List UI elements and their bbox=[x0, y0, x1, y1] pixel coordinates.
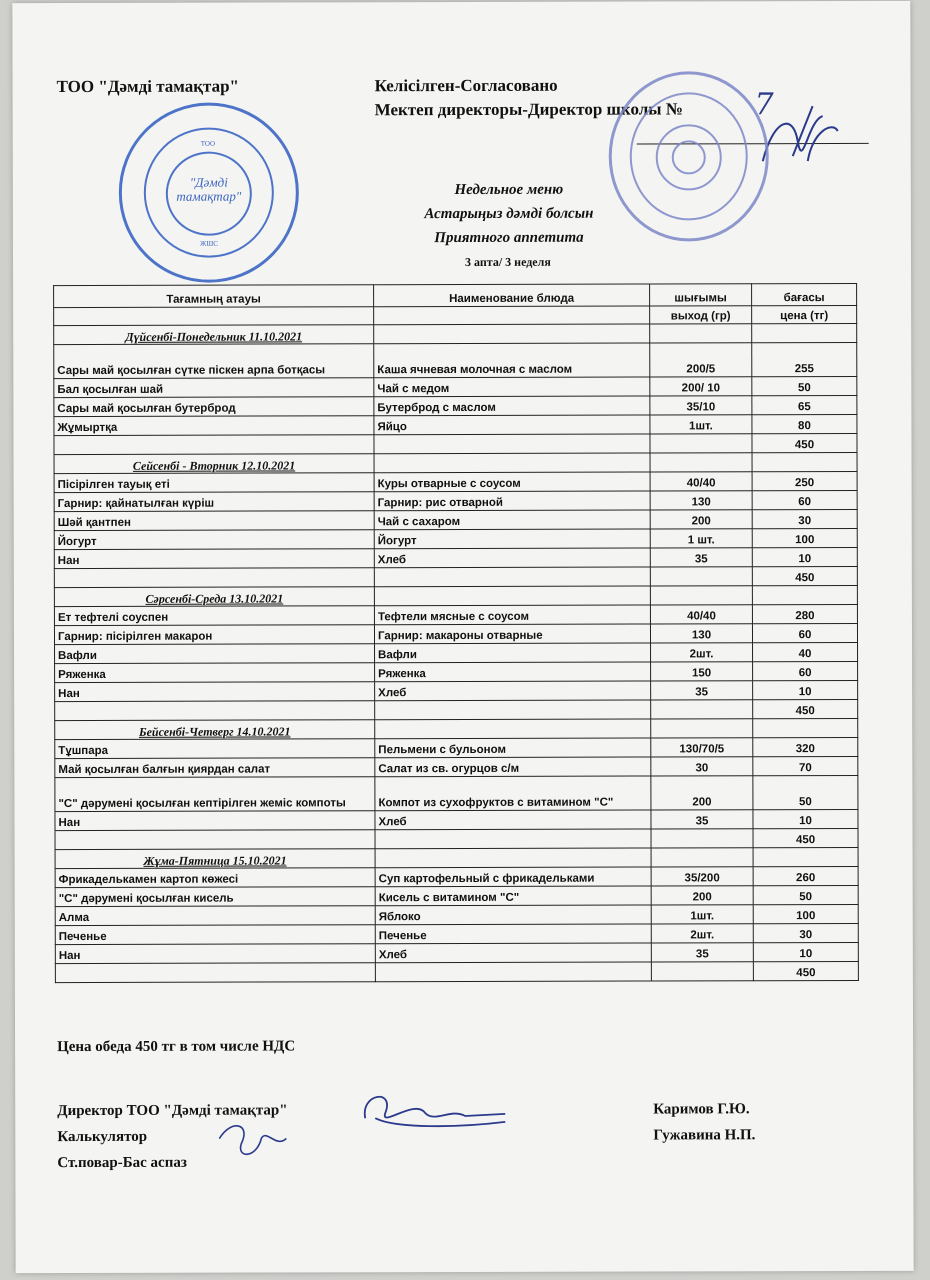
table-row bbox=[54, 528, 857, 549]
dish-price: 100 bbox=[753, 904, 858, 923]
dish-name-ru: Суп картофельный с фрикадельками bbox=[375, 867, 651, 887]
school-number: 7 bbox=[754, 87, 774, 123]
table-row bbox=[54, 547, 857, 568]
day-total-row bbox=[55, 828, 858, 849]
table-row bbox=[54, 471, 857, 492]
table-row bbox=[55, 942, 858, 963]
day-empty bbox=[752, 323, 857, 342]
dish-price: 10 bbox=[753, 680, 858, 699]
day-total-row bbox=[55, 961, 858, 982]
day-total: 450 bbox=[753, 828, 858, 847]
day-total-row bbox=[54, 433, 857, 454]
dish-name-kz: "С" дәрумені қосылған кисель bbox=[55, 887, 375, 907]
dish-name-kz: "С" дәрумені қосылған кептірілген жеміс компоты bbox=[55, 777, 375, 812]
menu-title: Недельное меню bbox=[454, 181, 564, 199]
dish-name-ru: Хлеб bbox=[374, 548, 650, 568]
dish-output: 130 bbox=[650, 491, 752, 510]
dish-output: 200 bbox=[651, 886, 753, 905]
total-empty bbox=[651, 962, 753, 981]
day-empty bbox=[752, 452, 857, 471]
menu-table bbox=[53, 283, 859, 983]
dish-output: 200 bbox=[651, 776, 753, 810]
col-subheader-out: выход (гр) bbox=[650, 306, 752, 324]
total-empty bbox=[650, 434, 752, 453]
dish-name-ru: Гарнир: макароны отварные bbox=[374, 624, 650, 644]
dish-output: 35 bbox=[651, 810, 753, 829]
dish-name-kz: Тұшпара bbox=[55, 739, 375, 759]
dish-output: 1шт. bbox=[651, 905, 753, 924]
day-empty bbox=[374, 586, 650, 606]
table-row bbox=[54, 604, 857, 625]
col-subheader-empty bbox=[54, 307, 374, 326]
dish-name-ru: Компот из сухофруктов с витамином "С" bbox=[375, 776, 651, 811]
school-stamp bbox=[609, 71, 769, 241]
dish-name-ru: Чай с сахаром bbox=[374, 510, 650, 530]
table-row bbox=[55, 661, 858, 682]
ru-wish: Приятного аппетита bbox=[434, 229, 584, 247]
col-header-out: шығымы bbox=[650, 284, 752, 306]
dish-price: 10 bbox=[753, 942, 858, 961]
dish-output: 150 bbox=[651, 662, 753, 681]
col-subheader-price: цена (тг) bbox=[752, 305, 857, 323]
day-empty bbox=[753, 718, 858, 737]
dish-output: 200 bbox=[650, 510, 752, 529]
dish-name-ru: Салат из св. огурцов с/м bbox=[375, 757, 651, 777]
dish-output: 2шт. bbox=[651, 643, 753, 662]
dish-output: 35 bbox=[651, 681, 753, 700]
director-name: Каримов Г.Ю. bbox=[653, 1101, 750, 1118]
day-total: 450 bbox=[752, 566, 857, 585]
dish-name-ru: Яйцо bbox=[374, 415, 650, 435]
dish-price: 50 bbox=[753, 885, 858, 904]
dish-output: 130 bbox=[650, 624, 752, 643]
dish-output: 35 bbox=[651, 943, 753, 962]
dish-price: 250 bbox=[752, 471, 857, 490]
day-empty bbox=[753, 847, 858, 866]
dish-price: 255 bbox=[752, 342, 857, 376]
day-empty bbox=[375, 848, 651, 868]
table-row bbox=[55, 809, 858, 830]
stamp-top-text: ТОО bbox=[200, 139, 216, 148]
total-empty bbox=[651, 829, 753, 848]
day-row bbox=[54, 452, 857, 473]
table-row bbox=[55, 737, 858, 758]
day-title: Жұма-Пятница 15.10.2021 bbox=[55, 849, 375, 869]
table-row bbox=[54, 490, 857, 511]
day-empty bbox=[650, 453, 752, 472]
day-empty bbox=[651, 848, 753, 867]
stamp-name-1: "Дәмді bbox=[189, 174, 228, 190]
dish-name-kz: Нан bbox=[55, 944, 375, 964]
table-row bbox=[54, 623, 857, 644]
calculator-name: Гужавина Н.П. bbox=[653, 1127, 756, 1144]
dish-name-ru: Печенье bbox=[375, 924, 651, 944]
day-row bbox=[54, 323, 857, 344]
day-empty bbox=[374, 324, 650, 344]
table-row bbox=[55, 923, 858, 944]
stamp-bottom-text: ЖШС bbox=[199, 239, 218, 248]
day-empty bbox=[752, 585, 857, 604]
total-empty bbox=[55, 963, 375, 983]
dish-price: 30 bbox=[753, 923, 858, 942]
dish-name-kz: Гарнир: пісірілген макарон bbox=[54, 625, 374, 645]
dish-name-kz: Нан bbox=[55, 682, 375, 702]
chef-label: Ст.повар-Бас аспаз bbox=[57, 1154, 187, 1172]
agreed-label: Келісілген-Согласовано bbox=[374, 75, 558, 96]
total-empty bbox=[55, 701, 375, 721]
dish-price: 10 bbox=[753, 809, 858, 828]
table-header-row bbox=[54, 283, 857, 307]
table-row bbox=[54, 376, 857, 397]
total-empty bbox=[374, 567, 650, 587]
stamp-name-2: тамақтар" bbox=[176, 188, 242, 204]
dish-name-kz: Шәй қантпен bbox=[54, 511, 374, 531]
dish-price: 80 bbox=[752, 414, 857, 433]
dish-name-ru: Хлеб bbox=[375, 810, 651, 830]
director-signature-footer bbox=[355, 1088, 515, 1138]
day-row bbox=[55, 718, 858, 739]
dish-price: 60 bbox=[753, 661, 858, 680]
table-row bbox=[55, 680, 858, 701]
day-row bbox=[54, 585, 857, 606]
col-header-price: бағасы bbox=[752, 283, 857, 305]
table-row bbox=[55, 866, 858, 887]
kz-wish: Астарыңыз дәмді болсын bbox=[424, 205, 594, 223]
dish-name-ru: Гарнир: рис отварной bbox=[374, 491, 650, 511]
day-empty bbox=[650, 586, 752, 605]
dish-name-kz: Вафли bbox=[55, 644, 375, 664]
dish-price: 320 bbox=[753, 737, 858, 756]
day-total-row bbox=[55, 699, 858, 720]
dish-price: 60 bbox=[752, 490, 857, 509]
director-label: Директор ТОО "Дәмді тамақтар" bbox=[57, 1102, 288, 1120]
dish-name-ru: Тефтели мясные с соусом bbox=[374, 605, 650, 625]
stamp-center bbox=[166, 152, 252, 236]
dish-price: 280 bbox=[752, 604, 857, 623]
company-name: ТОО "Дәмді тамақтар" bbox=[56, 76, 240, 97]
dish-output: 40/40 bbox=[650, 472, 752, 491]
dish-name-ru: Ряженка bbox=[375, 662, 651, 682]
lunch-price: Цена обеда 450 тг в том числе НДС bbox=[57, 1038, 296, 1056]
total-empty bbox=[54, 568, 374, 588]
col-header-ru: Наименование блюда bbox=[374, 284, 650, 307]
dish-name-kz: Ет тефтелі соуспен bbox=[54, 606, 374, 626]
table-subheader-row bbox=[54, 305, 857, 325]
dish-name-kz: Гарнир: қайнатылған күріш bbox=[54, 492, 374, 512]
dish-price: 65 bbox=[752, 395, 857, 414]
dish-name-kz: Сары май қосылған сүтке піскен арпа ботқасы bbox=[54, 344, 374, 379]
dish-price: 260 bbox=[753, 866, 858, 885]
dish-name-ru: Бутерброд с маслом bbox=[374, 396, 650, 416]
day-total: 450 bbox=[752, 433, 857, 452]
dish-name-ru: Кисель с витамином "С" bbox=[375, 886, 651, 906]
total-empty bbox=[375, 962, 651, 982]
dish-name-kz: Сары май қосылған бутерброд bbox=[54, 397, 374, 417]
company-stamp bbox=[119, 102, 299, 282]
day-row bbox=[55, 847, 858, 868]
dish-output: 200/ 10 bbox=[650, 377, 752, 396]
day-empty bbox=[375, 719, 651, 739]
dish-output: 30 bbox=[651, 757, 753, 776]
dish-price: 10 bbox=[752, 547, 857, 566]
total-empty bbox=[651, 700, 753, 719]
dish-price: 60 bbox=[752, 623, 857, 642]
table-row bbox=[55, 756, 858, 777]
dish-name-ru: Яблоко bbox=[375, 905, 651, 925]
day-title: Сейсенбі - Вторник 12.10.2021 bbox=[54, 454, 374, 474]
dish-output: 2шт. bbox=[651, 924, 753, 943]
week-label: 3 апта/ 3 неделя bbox=[464, 254, 551, 269]
calculator-label: Калькулятор bbox=[57, 1128, 148, 1146]
dish-price: 40 bbox=[753, 642, 858, 661]
table-row bbox=[54, 395, 857, 416]
calculator-signature bbox=[211, 1118, 291, 1168]
table-row bbox=[55, 642, 858, 663]
table-row bbox=[55, 904, 858, 925]
dish-name-kz: Жұмыртқа bbox=[54, 416, 374, 436]
dish-name-kz: Май қосылған балғын қиярдан салат bbox=[55, 758, 375, 778]
total-empty bbox=[55, 830, 375, 850]
day-empty bbox=[651, 719, 753, 738]
dish-name-kz: Ряженка bbox=[55, 663, 375, 683]
table-row bbox=[54, 342, 857, 378]
dish-name-ru: Йогурт bbox=[374, 529, 650, 549]
total-empty bbox=[375, 700, 651, 720]
dish-name-ru: Хлеб bbox=[375, 943, 651, 963]
dish-output: 35 bbox=[650, 548, 752, 567]
dish-name-kz: Нан bbox=[55, 811, 375, 831]
day-empty bbox=[650, 324, 752, 343]
dish-name-ru: Пельмени с бульоном bbox=[375, 738, 651, 758]
dish-output: 130/70/5 bbox=[651, 738, 753, 757]
dish-price: 30 bbox=[752, 509, 857, 528]
dish-name-ru: Каша ячневая молочная с маслом bbox=[374, 343, 650, 378]
day-total: 450 bbox=[753, 961, 858, 980]
day-title: Бейсенбі-Четверг 14.10.2021 bbox=[55, 720, 375, 740]
dish-name-ru: Вафли bbox=[375, 643, 651, 663]
dish-name-ru: Чай с медом bbox=[374, 377, 650, 397]
col-header-kz: Тағамның атауы bbox=[54, 285, 374, 308]
dish-name-ru: Хлеб bbox=[375, 681, 651, 701]
table-row bbox=[55, 885, 858, 906]
dish-output: 35/10 bbox=[650, 396, 752, 415]
dish-name-kz: Нан bbox=[54, 549, 374, 569]
dish-output: 1 шт. bbox=[650, 529, 752, 548]
dish-price: 50 bbox=[752, 376, 857, 395]
table-row bbox=[55, 775, 858, 811]
dish-price: 50 bbox=[753, 775, 858, 809]
dish-price: 100 bbox=[752, 528, 857, 547]
table-row bbox=[54, 509, 857, 530]
day-total: 450 bbox=[753, 699, 858, 718]
dish-name-kz: Пісірілген тауық еті bbox=[54, 473, 374, 493]
dish-name-kz: Алма bbox=[55, 906, 375, 926]
dish-price: 70 bbox=[753, 756, 858, 775]
dish-name-ru: Куры отварные с соусом bbox=[374, 472, 650, 492]
emblem-center-icon bbox=[672, 140, 706, 174]
dish-output: 35/200 bbox=[651, 867, 753, 886]
table-row bbox=[54, 414, 857, 435]
dish-name-kz: Бал қосылған шай bbox=[54, 378, 374, 398]
total-empty bbox=[650, 567, 752, 586]
day-empty bbox=[374, 453, 650, 473]
dish-name-kz: Фрикаделькамен картоп көжесі bbox=[55, 868, 375, 888]
dish-name-kz: Печенье bbox=[55, 925, 375, 945]
dish-output: 1шт. bbox=[650, 415, 752, 434]
menu-sheet bbox=[12, 1, 913, 1273]
col-subheader-empty bbox=[374, 306, 650, 325]
dish-output: 40/40 bbox=[650, 605, 752, 624]
day-title: Сәрсенбі-Среда 13.10.2021 bbox=[54, 587, 374, 607]
total-empty bbox=[375, 829, 651, 849]
dish-name-kz: Йогурт bbox=[54, 530, 374, 550]
total-empty bbox=[374, 434, 650, 454]
dish-output: 200/5 bbox=[650, 343, 752, 377]
director-line-text: Мектеп директоры-Директор школы № bbox=[374, 99, 683, 120]
total-empty bbox=[54, 435, 374, 455]
day-title: Дүйсенбі-Понедельник 11.10.2021 bbox=[54, 325, 374, 345]
day-total-row bbox=[54, 566, 857, 587]
